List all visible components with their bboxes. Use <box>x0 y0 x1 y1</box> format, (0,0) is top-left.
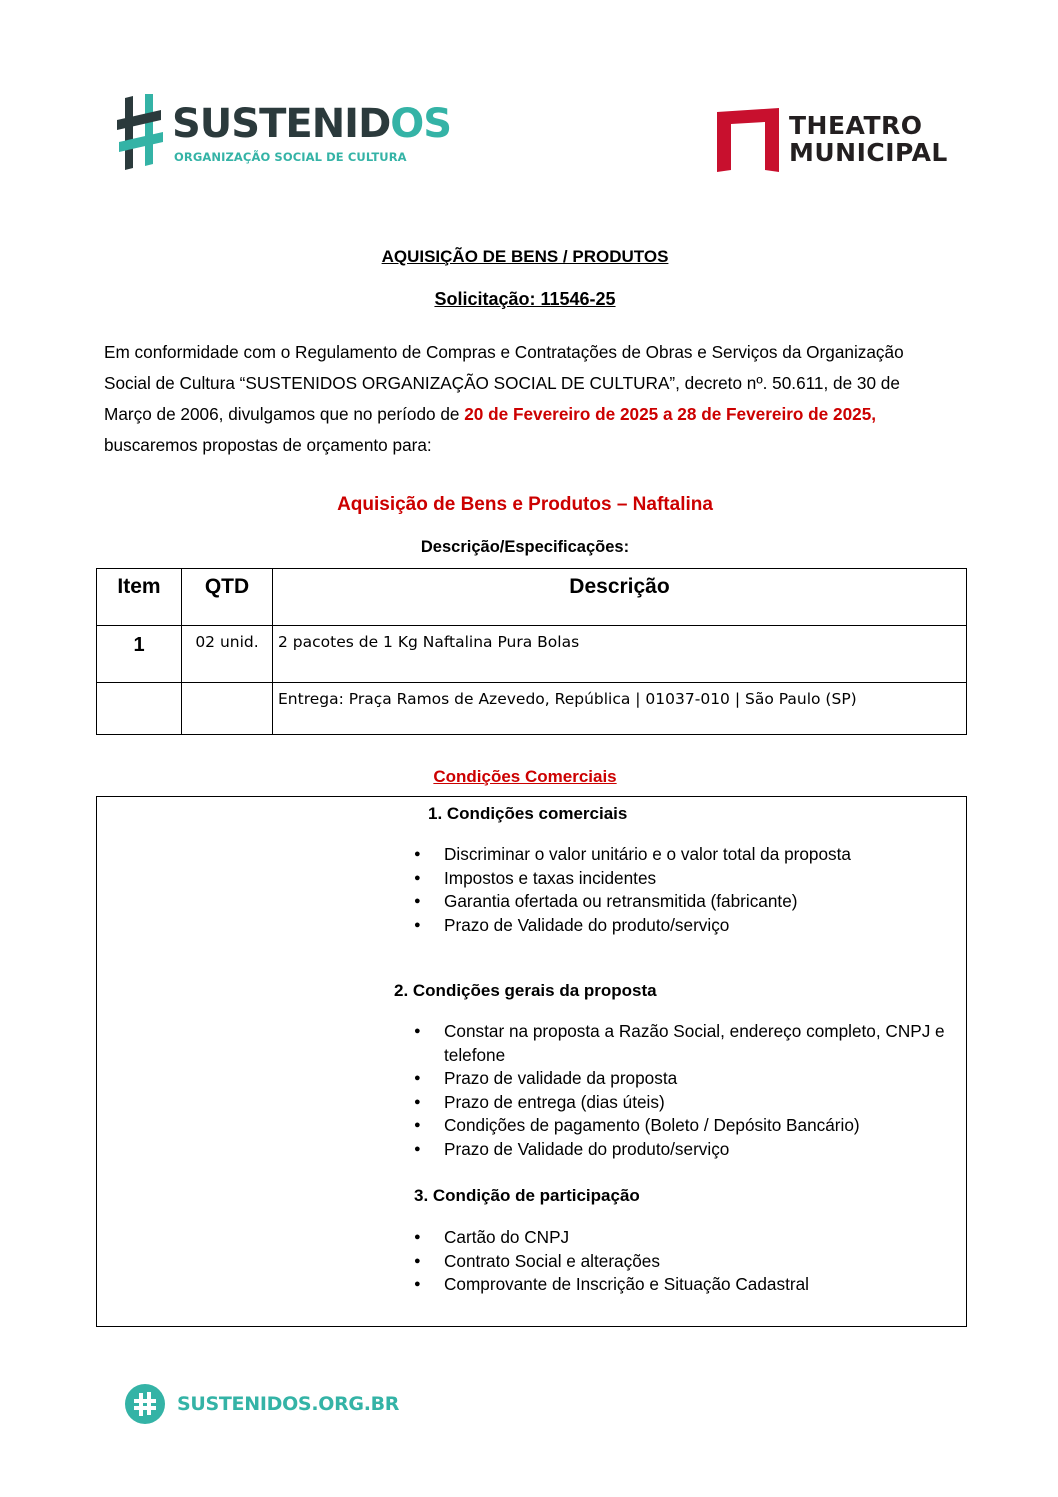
table-header-row <box>97 569 967 626</box>
sustenidos-wordmark: SUSTENIDOS <box>172 101 452 147</box>
header-descricao: Descrição <box>273 569 967 626</box>
empty-cell <box>182 683 273 735</box>
item-quantity: 02 unid. <box>182 626 273 683</box>
footer-hashtag-icon <box>125 1384 165 1424</box>
conditions-list-1 <box>444 843 964 937</box>
list-item: ● Prazo de Validade do produto/serviço <box>444 914 964 938</box>
conditions-heading-1: 1. Condições comerciais <box>428 804 628 823</box>
list-item: ● Contrato Social e alterações <box>444 1250 964 1274</box>
list-item: ● Comprovante de Inscrição e Situação Cadastral <box>444 1273 964 1297</box>
list-item: ● Prazo de Validade do produto/serviço <box>444 1138 964 1162</box>
spec-label: Descrição/Especificações: <box>420 538 630 556</box>
table-row <box>97 626 967 683</box>
list-item: ● Condições de pagamento (Boleto / Depósito Bancário) <box>444 1114 964 1138</box>
conditions-heading-3: 3. Condição de participação <box>414 1186 640 1205</box>
footer-logo <box>125 1384 400 1426</box>
footer-website: SUSTENIDOS.ORG.BR <box>177 1393 400 1415</box>
list-item: ● Impostos e taxas incidentes <box>444 867 964 891</box>
table-row <box>97 683 967 735</box>
section-title: Aquisição de Bens e Produtos – Naftalina <box>337 494 713 515</box>
conditions-title: Condições Comerciais <box>433 767 617 786</box>
conditions-list-2 <box>444 1020 964 1161</box>
delivery-address: Entrega: Praça Ramos de Azevedo, República | 01037-010 | São Paulo (SP) <box>273 683 967 735</box>
item-number: 1 <box>97 626 182 683</box>
list-item: ● Cartão do CNPJ <box>444 1226 964 1250</box>
theatro-municipal-logo <box>717 108 957 174</box>
hashtag-icon <box>117 94 165 170</box>
list-item: ● Prazo de entrega (dias úteis) <box>444 1091 964 1115</box>
theatro-arch-icon <box>717 108 779 172</box>
item-description: 2 pacotes de 1 Kg Naftalina Pura Bolas <box>273 626 967 683</box>
sustenidos-subtitle: ORGANIZAÇÃO SOCIAL DE CULTURA <box>174 150 407 164</box>
empty-cell <box>97 683 182 735</box>
conditions-box <box>96 796 967 1327</box>
theatro-wordmark: THEATRO MUNICIPAL <box>789 111 948 167</box>
list-item: ● Prazo de validade da proposta <box>444 1067 964 1091</box>
header-item: Item <box>97 569 182 626</box>
page-title: AQUISIÇÃO DE BENS / PRODUTOS <box>381 247 669 266</box>
list-item: ● Garantia ofertada ou retransmitida (fabricante) <box>444 890 964 914</box>
list-item: ● Discriminar o valor unitário e o valor total da proposta <box>444 843 964 867</box>
sustenidos-logo <box>117 94 452 174</box>
intro-paragraph: Em conformidade com o Regulamento de Compras e Contratações de Obras e Serviços da Organização Social de Cultura “SUSTENIDOS ORGANIZAÇÃO SOCIAL DE CULTURA”, decreto nº. 50.611, de 30 de Março de 2006, divulgamos que no período de 20 de Fevereiro de 2025 a 28 de Fevereiro de 2025, buscaremos propostas de orçamento para: <box>104 342 904 455</box>
period-highlight: 20 de Fevereiro de 2025 a 28 de Fevereiro de 2025, <box>464 404 877 424</box>
conditions-heading-2: 2. Condições gerais da proposta <box>394 981 657 1000</box>
solicitacao-number: Solicitação: 11546-25 <box>434 289 616 309</box>
conditions-list-3 <box>444 1226 964 1297</box>
list-item: ● Constar na proposta a Razão Social, endereço completo, CNPJ e telefone <box>444 1020 964 1067</box>
items-table <box>96 568 967 735</box>
header-qtd: QTD <box>182 569 273 626</box>
